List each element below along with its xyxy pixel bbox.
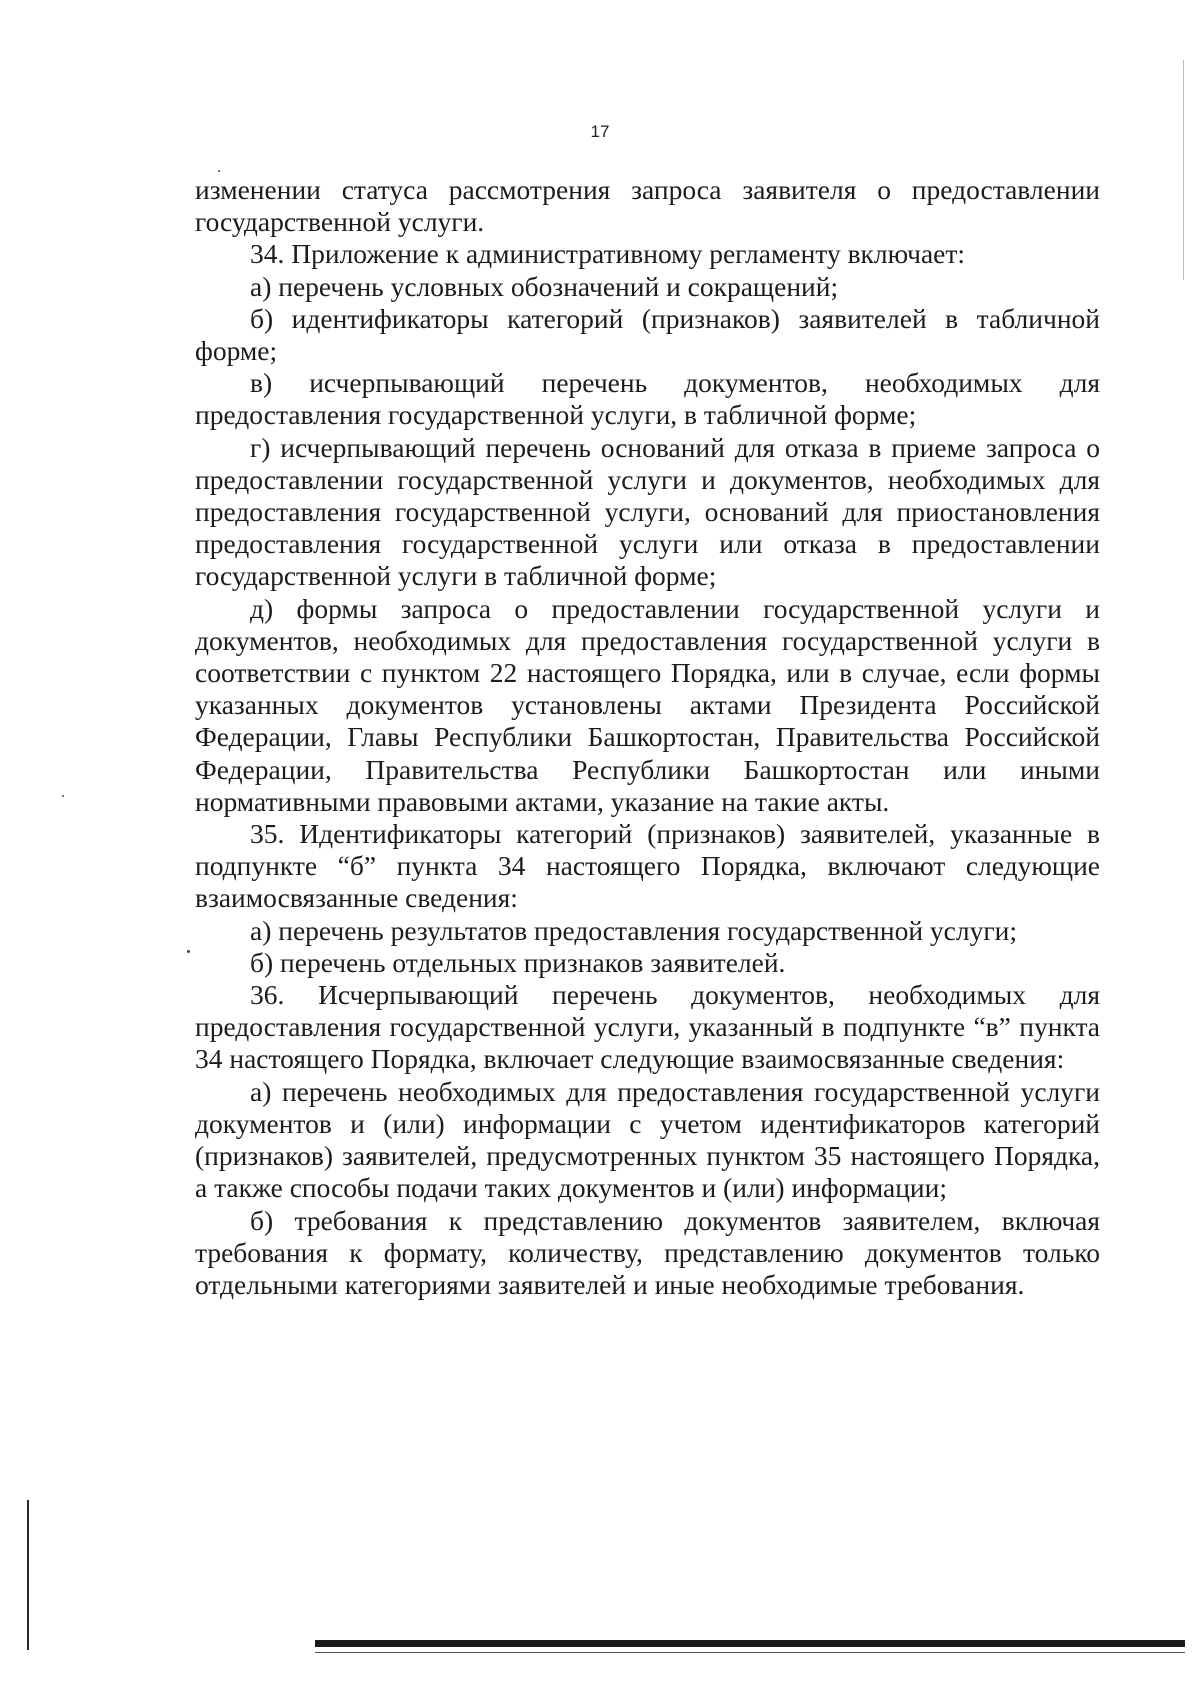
paragraph-item-36-a: а) перечень необходимых для предоставления государственной услуги документов и (или) информации с учетом идентификаторов категорий (признаков) заявителей, предусмотренных пунктом 35 настоящего Порядка, а также способы подачи таких документов и (или) информации; xyxy=(195,1075,1100,1204)
scan-bottom-line xyxy=(315,1652,1185,1653)
scan-speck xyxy=(187,950,190,953)
document-body xyxy=(195,174,1100,1301)
scan-bottom-bar xyxy=(315,1640,1185,1647)
paragraph-item-34-a: а) перечень условных обозначений и сокращений; xyxy=(250,270,839,302)
scan-speck xyxy=(218,170,220,172)
paragraph-item-34-g: г) исчерпывающий перечень оснований для отказа в приеме запроса о предоставлении государственной услуги и документов, необходимых для предоставления государственной услуги, оснований для приостановления предоставления государственной услуги или отказа в предоставлении государственной услуги в табличной форме; xyxy=(195,431,1100,592)
scan-edge-right-mark xyxy=(1183,60,1184,100)
paragraph-item-35: 35. Идентификаторы категорий (признаков) заявителей, указанные в подпункте “б” пункта 34 настоящего Порядка, включают следующие взаимосвязанные сведения: xyxy=(195,818,1100,914)
paragraph-continuation: изменении статуса рассмотрения запроса заявителя о предоставлении государственной услуги. xyxy=(195,174,1100,238)
scan-edge-left xyxy=(27,1500,29,1650)
paragraph-item-35-b: б) перечень отдельных признаков заявителей. xyxy=(250,946,786,978)
paragraph-item-34-v: в) исчерпывающий перечень документов, необходимых для предоставления государственной услуги, в табличной форме; xyxy=(195,367,1100,431)
page-number: 17 xyxy=(590,122,610,141)
scan-edge-right-mark xyxy=(1183,100,1184,280)
scan-speck xyxy=(62,795,64,797)
paragraph-item-34-b: б) идентификаторы категорий (признаков) заявителей в табличной форме; xyxy=(195,302,1100,367)
paragraph-item-34: 34. Приложение к административному регламенту включает: xyxy=(250,238,966,270)
paragraph-item-35-a: а) перечень результатов предоставления государственной услуги; xyxy=(250,914,1017,946)
paragraph-item-34-d: д) формы запроса о предоставлении государственной услуги и документов, необходимых для предоставления государственной услуги в соответствии с пунктом 22 настоящего Порядка, или в случае, если формы указанных документов установлены актами Президента Российской Федерации, Главы Республики Башкортостан, Правительства Российской Федерации, Правительства Республики Башкортостан или иными нормативными правовыми актами, указание на такие акты. xyxy=(195,592,1100,817)
paragraph-item-36-b: б) требования к представлению документов заявителем, включая требования к формату, количеству, представлению документов только отдельными категориями заявителей и иные необходимые требования. xyxy=(195,1204,1100,1300)
paragraph-item-36: 36. Исчерпывающий перечень документов, необходимых для предоставления государственной услуги, указанный в подпункте “в” пункта 34 настоящего Порядка, включает следующие взаимосвязанные сведения: xyxy=(195,979,1100,1075)
